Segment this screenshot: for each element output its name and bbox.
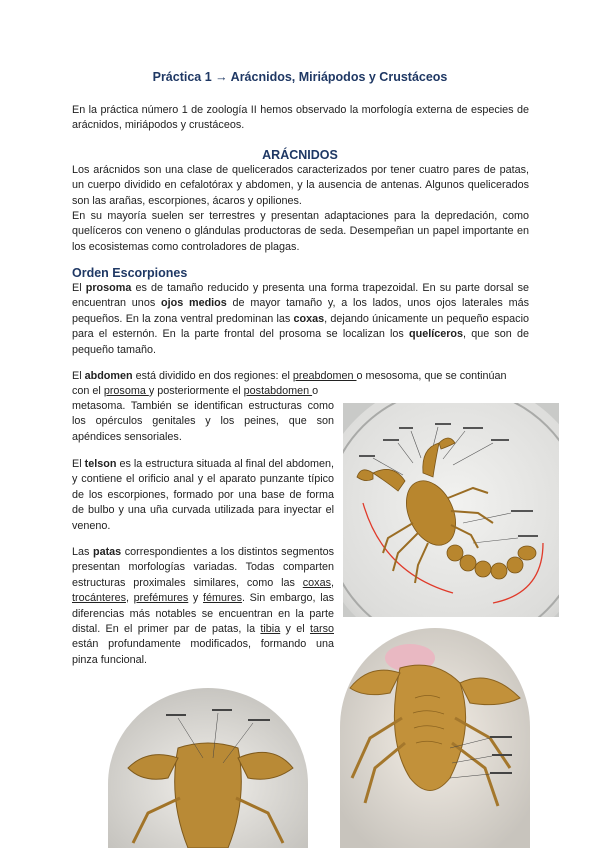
scorpion-ventral-photo [340, 628, 530, 848]
term-queliceros: quelíceros [409, 328, 464, 341]
scorpion-prosoma-photo [108, 688, 308, 848]
aracnidos-paragraph-2: En su mayoría suelen ser terrestres y presentan adaptaciones para la depredación, como quelíceros con veneno o glándulas productoras de seda. Desempeñan un papel importante en los ecosistemas como controladores de plagas. [72, 210, 529, 253]
page-title: Práctica 1 → Arácnidos, Miriápodos y Crustáceos [152, 70, 448, 84]
term-preabdomen: preabdomen [292, 370, 357, 382]
term-coxas: coxas [293, 312, 325, 325]
telson-paragraph [72, 457, 334, 534]
prosoma-paragraph [72, 281, 529, 358]
text-run: es la estructura situada al final del abdomen, y contiene el orificio anal y el aparato punzante típico de los escorpiones, formado por una base de forma de bulbo y una uña curvada utilizada para inyectar el veneno. [72, 458, 334, 532]
term-telson: telson [84, 458, 117, 470]
abdomen-line-1 [72, 369, 529, 384]
patas-paragraph [72, 545, 334, 668]
text-run: y posteriormente el [148, 385, 244, 397]
term-prefemures: prefémures [133, 592, 189, 605]
text-run: están profundamente modificados, formando una pinza funcional. [72, 638, 334, 666]
abdomen-line-2 [72, 384, 337, 399]
text-run: es de tamaño reducido y presenta una forma trapezoidal. En su parte dorsal se encuentran unos [72, 282, 529, 310]
intro-paragraph: En la práctica número 1 de zoología II hemos observado la morfología externa de especies de arácnidos, miriápodos y crustáceos. [72, 104, 529, 132]
text-run: o mesosoma, que se continúan [356, 370, 507, 382]
term-tibia: tibia [260, 623, 281, 636]
term-coxas-underlined: coxas [302, 576, 331, 589]
text-run: Las [72, 546, 93, 558]
text-run: y el [280, 623, 310, 636]
text-run: , que son de pequeño tamaño. [72, 328, 529, 356]
text-run: está dividido en dos regiones: el [132, 370, 293, 382]
text-run: correspondientes a los distintos segmentos presentan morfologías variadas. Todas comparten estructuras proximales similares, como las [72, 546, 334, 589]
text-run: . Sin embargo, las diferencias más notables se encuentran en la parte distal. En el primer par de patas, la [72, 592, 334, 636]
section-heading-aracnidos: ARÁCNIDOS [262, 148, 338, 162]
order-heading-escorpiones: Orden Escorpiones [72, 266, 188, 280]
text-run: , dejando únicamente un pequeño espacio para el esternón. En la parte frontal del prosoma se localizan los [72, 312, 529, 341]
term-trocanteres: trocánteres [72, 592, 127, 605]
term-tarso: tarso [309, 623, 334, 636]
text-run: , [331, 576, 334, 589]
text-run: El [72, 282, 86, 294]
text-run: con el [72, 385, 104, 397]
scorpion-dorsal-photo [343, 403, 559, 617]
text-run: y [188, 592, 203, 605]
term-femures: fémures [203, 592, 243, 605]
term-postabdomen: postabdomen [243, 385, 313, 397]
aracnidos-paragraph-1: Los arácnidos son una clase de quelicerados caracterizados por tener cuatro pares de patas, un cuerpo dividido en cefalotórax y abdomen, y la ausencia de antenas. Algunos quelicerados son las arañas, escorpiones, ácaros y opiliones. [72, 164, 529, 207]
text-run: , [126, 592, 134, 605]
term-prosoma-underlined: prosoma [103, 385, 149, 397]
text-run: o [312, 385, 319, 397]
term-patas: patas [92, 546, 122, 558]
term-ojos-medios: ojos medios [161, 297, 227, 310]
text-run: de mayor tamaño y, a los lados, unos ojos laterales más pequeños. En la zona ventral predominan las [72, 297, 529, 325]
text-run: El [72, 370, 85, 382]
term-prosoma: prosoma [85, 282, 132, 294]
text-run: El [72, 458, 85, 470]
abdomen-paragraph-rest: metasoma. También se identifican estructuras como los opérculos genitales y los peines, que son apéndices sensoriales. [72, 400, 334, 443]
term-abdomen: abdomen [84, 370, 133, 382]
